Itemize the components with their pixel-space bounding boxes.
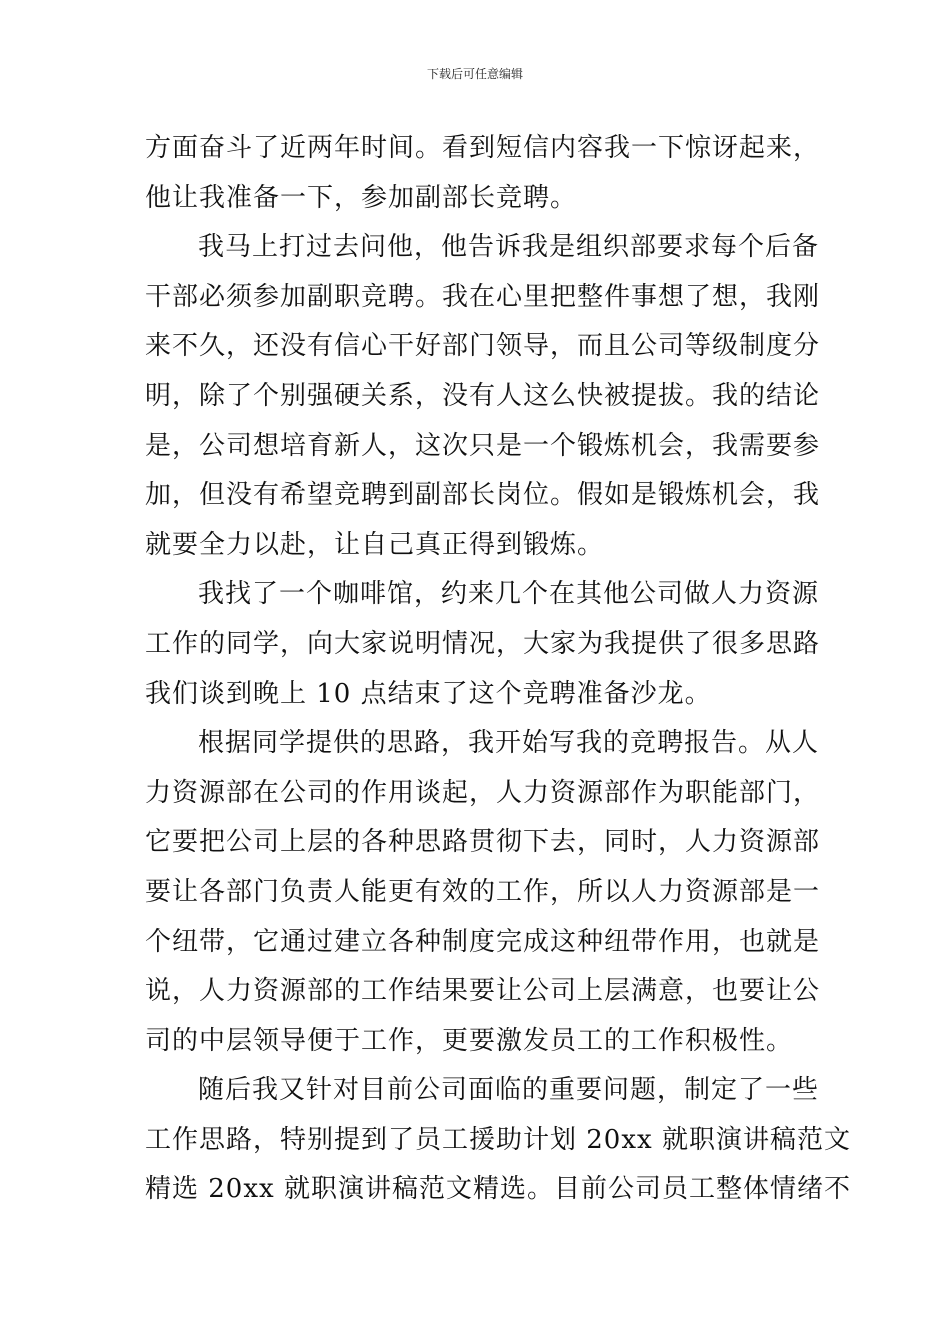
text-line: 我马上打过去问他，他告诉我是组织部要求每个后备: [198, 232, 820, 263]
page-header: 下载后可任意编辑: [426, 67, 523, 81]
paragraph: [145, 124, 821, 223]
text-line: 精选 20xx 就职演讲稿范文精选。目前公司员工整体情绪不: [145, 1174, 851, 1205]
text-line: 力资源部在公司的作用谈起，人力资源部作为职能部门，: [145, 777, 821, 808]
text-line: 工作的同学，向大家说明情况，大家为我提供了很多思路: [145, 628, 821, 659]
text-line: 随后我又针对目前公司面临的重要问题，制定了一些: [198, 1075, 820, 1106]
paragraph: [145, 1066, 851, 1215]
text-line: 就要全力以赴，让自己真正得到锻炼。: [145, 529, 605, 560]
text-line: 说，人力资源部的工作结果要让公司上层满意，也要让公: [145, 976, 821, 1007]
text-line: 它要把公司上层的各种思路贯彻下去，同时，人力资源部: [145, 827, 821, 858]
text-line: 我们谈到晚上 10 点结束了这个竞聘准备沙龙。: [145, 678, 712, 709]
text-line: 根据同学提供的思路，我开始写我的竞聘报告。从人: [198, 728, 820, 759]
text-line: 要让各部门负责人能更有效的工作，所以人力资源部是一: [145, 876, 821, 907]
text-line: 方面奋斗了近两年时间。看到短信内容我一下惊讶起来，: [145, 133, 821, 163]
text-line: 他让我准备一下，参加副部长竞聘。: [145, 182, 578, 213]
text-line: 明，除了个别强硬关系，没有人这么快被提拔。我的结论: [145, 380, 821, 411]
text-line: 司的中层领导便于工作，更要激发员工的工作积极性。: [145, 1025, 794, 1056]
paragraph: [145, 719, 821, 1066]
text-line: 加，但没有希望竞聘到副部长岗位。假如是锻炼机会，我: [145, 480, 821, 511]
text-line: 工作思路，特别提到了员工援助计划 20xx 就职演讲稿范文: [145, 1124, 851, 1155]
text-line: 来不久，还没有信心干好部门领导，而且公司等级制度分: [145, 331, 821, 362]
paragraph: [145, 223, 821, 570]
paragraph: [145, 570, 821, 719]
document-body: [145, 124, 851, 1215]
text-line: 是，公司想培育新人，这次只是一个锻炼机会，我需要参: [145, 430, 821, 461]
text-line: 我找了一个咖啡馆，约来几个在其他公司做人力资源: [198, 579, 820, 610]
text-line: 干部必须参加副职竞聘。我在心里把整件事想了想，我刚: [145, 281, 821, 312]
text-line: 个纽带，它通过建立各种制度完成这种纽带作用，也就是: [145, 926, 821, 957]
